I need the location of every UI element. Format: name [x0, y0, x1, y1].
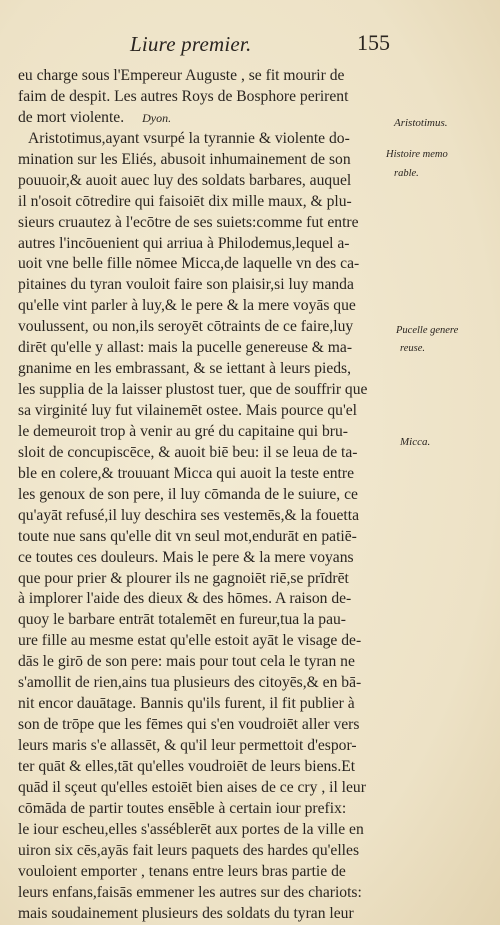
text-line: uoit vne belle fille nōmee Micca,de laquelle vn des ca-: [18, 255, 360, 273]
text-line-start: de mort violente.: [18, 108, 125, 126]
text-line: uiron six cēs,ayās fait leurs paquets des hardes qu'elles: [18, 841, 360, 859]
text-line: ble en colere,& trouuant Micca qui auoit la teste entre: [18, 464, 354, 482]
text-line: pitaines du tyran vouloit faire son plaisir,si luy manda: [18, 276, 354, 294]
running-head: Liure premier.: [130, 32, 252, 56]
margin-note-histoire: Histoire memo: [386, 149, 448, 160]
text-line: qu'ayāt refusé,il luy deschira ses vestemēs,& la fouetta: [18, 506, 359, 524]
text-line: sloit de concupiscēce, & auoit biē beu: il se leua de ta-: [18, 443, 358, 461]
text-line: vouloient emporter , tenans entre leurs bras partie de: [18, 862, 346, 880]
text-line: faim de despit. Les autres Roys de Bosphore perirent: [18, 87, 349, 105]
text-line: leurs enfans,faisās emmener les autres sur des chariots:: [18, 883, 362, 901]
page-number: 155: [357, 30, 390, 55]
margin-note-pucelle: Pucelle genere: [396, 325, 459, 336]
margin-note-reuse: reuse.: [400, 343, 425, 354]
page-header: [130, 32, 390, 62]
text-line: mais soudainement plusieurs des soldats du tyran leur: [18, 904, 354, 922]
text-line: à implorer l'aide des dieux & des hōmes. A raison de-: [18, 590, 352, 608]
margin-note-micca: Micca.: [400, 436, 431, 448]
text-line: il n'osoit cōtredire qui faisoiēt dix mille maux, & plu-: [18, 192, 352, 210]
text-line: dirēt qu'elle y allast: mais la pucelle genereuse & ma-: [18, 339, 353, 357]
text-line: cōmāda de partir toutes ensēble à certain iour prefix:: [18, 799, 347, 817]
margin-note-aristotimus: Aristotimus.: [394, 117, 448, 129]
text-line: pouuoir,& auoit auec luy des soldats barbares, auquel: [18, 171, 352, 189]
text-line: leurs maris s'e allassēt, & qu'il leur permettoit d'espor-: [18, 737, 357, 754]
text-line: nit encor dauātage. Bannis qu'ils furent, il fit publier à: [18, 695, 355, 713]
text-line: son de trōpe que les fēmes qui s'en voudroiēt aller vers: [18, 716, 360, 734]
dyon-reference: Dyon.: [142, 110, 172, 125]
margin-note-rable: rable.: [394, 168, 419, 179]
body-text: [18, 66, 408, 924]
text-line: que pour prier & plourer ils ne gagnoiēt riē,se prīdrēt: [18, 569, 349, 587]
text-line: sa virginité luy fut vilainemēt ostee. Mais pource qu'el: [18, 402, 358, 419]
text-line: le iour escheu,elles s'asséblerēt aux portes de la ville en: [18, 820, 364, 838]
text-line: dās le girō de son pere: mais pour tout cela le tyran ne: [18, 653, 355, 671]
text-line: voulussent, ou non,ils seroyēt cōtraints de ce faire,luy: [18, 318, 354, 336]
text-line: [18, 108, 408, 129]
text-line: gnanime en les embrassant, & se iettant à leurs pieds,: [18, 360, 352, 378]
text-line: sieurs cruautez à l'ecōtre de ses suiets:comme fut entre: [18, 213, 359, 231]
text-line: eu charge sous l'Empereur Auguste , se fit mourir de: [18, 67, 345, 84]
text-line: ure fille au mesme estat qu'elle estoit ayāt le visage de-: [18, 632, 362, 650]
text-line: ce toutes ces douleurs. Mais le pere & la mere voyans: [18, 548, 354, 566]
margin-notes: [386, 0, 500, 925]
text-line: le demeuroit trop à venir au gré du capitaine qui bru-: [18, 422, 348, 440]
text-line: quād il sçeut qu'elles estoiēt bien aises de ce cry , il leur: [18, 778, 366, 796]
text-line: qu'elle vint parler à luy,& le pere & la mere voyās que: [18, 297, 356, 315]
text-line: ter quāt & elles,tāt qu'elles voudroiēt de leurs biens.Et: [18, 757, 356, 775]
text-line: s'amollit de rien,ains tua plusieurs des citoyēs,& en bā-: [18, 674, 362, 692]
text-line: Aristotimus,ayant vsurpé la tyrannie & violente do-: [28, 129, 350, 147]
text-line: toute nue sans qu'elle dit vn seul mot,endurāt en patiē-: [18, 527, 357, 545]
text-line: autres l'incōuenient qui arriua à Philodemus,lequel a-: [18, 234, 350, 252]
text-line: les genoux de son pere, il luy cōmanda de le suiure, ce: [18, 485, 358, 503]
text-line: mination sur les Eliés, abusoit inhumainement de son: [18, 150, 351, 168]
text-line: les supplia de la laisser plustost tuer, que de souffrir que: [18, 381, 368, 399]
text-line: quoy le barbare entrāt totalemēt en fureur,tua la pau-: [18, 611, 346, 629]
